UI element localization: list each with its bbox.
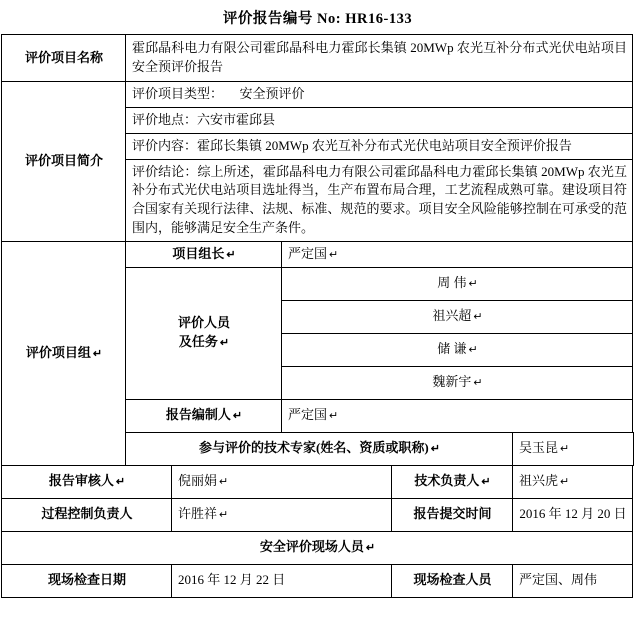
pilcrow-mark: ↵ [329,410,339,423]
inspect-date-value-text: 2016 年 12 月 22 日 [178,572,286,588]
page-title-number: HR16-133 [345,11,413,27]
pilcrow-mark: ↵ [92,347,103,360]
page-title-prefix: 评价报告编号 No: [222,11,342,27]
team-members-label-line1: 评价人员 [177,315,230,331]
team-member-value [282,267,633,300]
team-member-name: 周 伟 [437,275,467,291]
pilcrow-mark: ↵ [473,377,483,390]
pilcrow-mark: ↵ [430,443,440,456]
inspect-people-label-text: 现场检查人员 [413,572,492,588]
project-name-label: 评价项目名称 [2,35,126,82]
onsite-section-label-text: 安全评价现场人员 [259,539,364,555]
experts-value [513,432,634,465]
team-member-name: 魏新宇 [432,374,472,390]
inspect-people-label [392,564,513,597]
table-row [2,564,634,597]
pilcrow-mark: ↵ [468,344,478,357]
team-member-value [282,366,633,399]
pilcrow-mark: ↵ [473,311,483,324]
pilcrow-mark: ↵ [232,410,243,423]
inspect-people-value-text: 严定国、周伟 [519,572,598,588]
evaluation-report-table [1,34,634,598]
project-name-value: 霍邱晶科电力有限公司霍邱晶科电力霍邱长集镇 20MWp 农光互补分布式光伏电站项目安全预评价报告 [126,35,633,82]
table-row [2,498,634,531]
team-member-value [282,333,633,366]
inspect-date-value [172,564,392,597]
submit-time-value [513,498,633,531]
team-member-name: 储 谦 [437,341,467,357]
brief-type-row [126,82,633,108]
team-leader-value-text: 严定国 [288,245,328,261]
submit-time-label-text: 报告提交时间 [413,506,492,522]
report-compiler-value [282,399,633,432]
project-brief-label: 评价项目简介 [2,82,126,242]
inspect-date-label [2,564,172,597]
tech-leader-label-text: 技术负责人 [414,473,480,489]
pilcrow-mark: ↵ [219,509,229,522]
page-title [0,0,635,34]
report-compiler-label [126,399,282,432]
tech-leader-label [392,465,513,498]
pilcrow-mark: ↵ [560,476,570,489]
table-row [2,82,634,108]
process-control-label [2,498,172,531]
project-team-label-text: 评价项目组 [25,344,91,360]
inspect-date-label-text: 现场检查日期 [47,572,126,588]
tech-leader-value [513,465,633,498]
pilcrow-mark: ↵ [226,248,236,261]
pilcrow-mark: ↵ [329,248,339,261]
submit-time-label [392,498,513,531]
pilcrow-mark: ↵ [468,278,478,291]
team-members-label [126,267,282,399]
team-leader-label [126,241,282,267]
experts-label-text: 参与评价的技术专家(姓名、资质或职称) [199,440,429,456]
pilcrow-mark: ↵ [365,542,376,555]
report-reviewer-label-text: 报告审核人 [48,473,114,489]
team-member-value [282,300,633,333]
onsite-section-label [2,531,633,564]
team-leader-value [282,241,633,267]
brief-type-label: 评价项目类型： [132,86,224,101]
tech-leader-value-text: 祖兴虎 [519,473,559,489]
submit-time-value-text: 2016 年 12 月 20 日 [519,506,627,522]
experts-label [126,432,513,465]
report-reviewer-value-text: 倪丽娟 [178,473,218,489]
team-leader-label-text: 项目组长 [172,245,225,261]
brief-type-value: 安全预评价 [239,86,305,101]
team-members-label-line2: 及任务 ↵ [178,334,230,350]
process-control-value-text: 许胜祥 [178,506,218,522]
brief-place-value: 评价地点：六安市霍邱县 [126,107,633,133]
pilcrow-mark: ↵ [219,476,229,489]
table-row [2,465,634,498]
experts-value-text: 吴玉昆 [519,440,559,456]
pilcrow-mark: ↵ [115,476,126,489]
report-reviewer-label [2,465,172,498]
report-compiler-label-text: 报告编制人 [165,407,231,423]
pilcrow-mark: ↵ [219,337,230,350]
pilcrow-mark: ↵ [560,443,570,456]
pilcrow-mark: ↵ [481,476,491,489]
process-control-label-text: 过程控制负责人 [41,506,133,522]
project-team-label [2,241,126,465]
table-row [2,35,634,82]
table-row [2,241,634,267]
process-control-value [172,498,392,531]
brief-conclusion-value: 评价结论：综上所述，霍邱晶科电力有限公司霍邱晶科电力霍邱长集镇 20MWp 农光互补分布式光伏电站项目选址得当，生产布置布局合理，工艺流程成熟可靠。建设项目符合国家有关现行法律、法规、标准、规范的要求。项目安全风险能够控制在可承受的范围内，能够满足安全生产条件。 [126,159,633,241]
report-compiler-value-text: 严定国 [288,407,328,423]
team-member-name: 祖兴超 [432,308,472,324]
inspect-people-value [513,564,633,597]
brief-content-value: 评价内容：霍邱长集镇 20MWp 农光互补分布式光伏电站项目安全预评价报告 [126,133,633,159]
report-reviewer-value [172,465,392,498]
table-row [2,531,634,564]
